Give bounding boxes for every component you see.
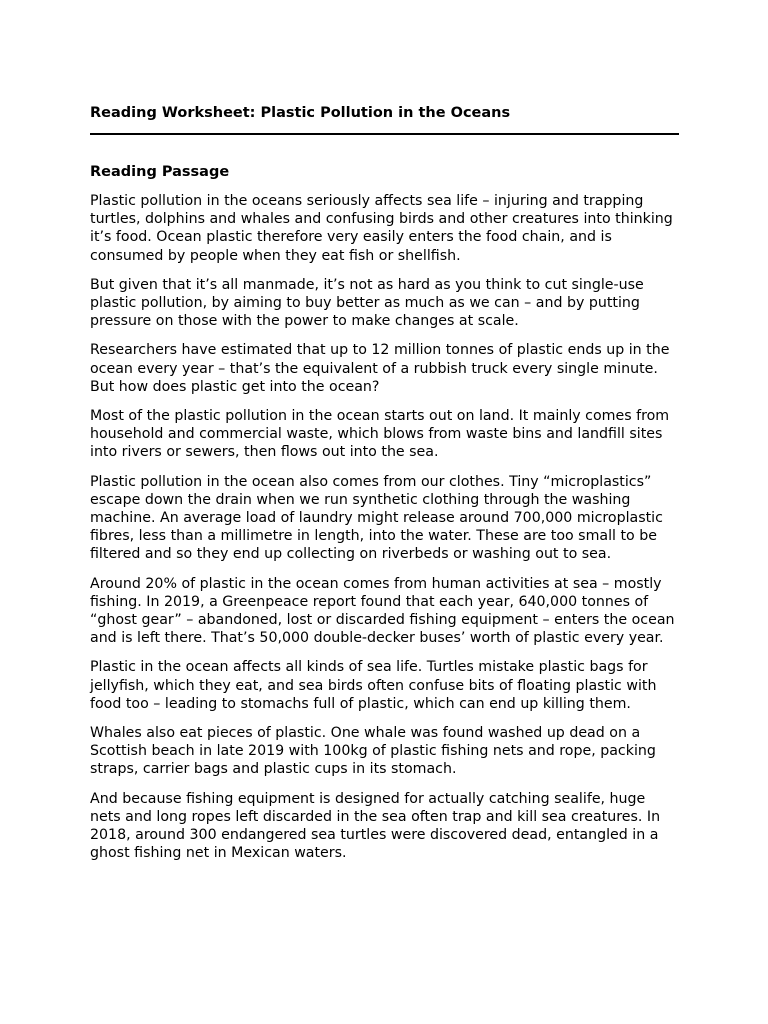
- passage-paragraph: Most of the plastic pollution in the ocean starts out on land. It mainly comes from household and commercial waste, which blows from waste bins and landfill sites into rivers or sewers, then flows out into the sea.: [90, 408, 670, 461]
- passage-paragraph: Plastic in the ocean affects all kinds of sea life. Turtles mistake plastic bags for jellyfish, which they eat, and sea birds often confuse bits of floating plastic with food too – leading to stomachs full of plastic, which can end up killing them.: [90, 659, 657, 712]
- reading-passage: [90, 192, 680, 863]
- passage-paragraph: Around 20% of plastic in the ocean comes from human activities at sea – mostly fishing. In 2019, a Greenpeace report found that each year, 640,000 tonnes of “ghost gear” – abandoned, lost or discarded fishing equipment – enters the ocean and is left there. That’s 50,000 double-decker buses’ worth of plastic every year.: [90, 575, 675, 647]
- title-divider: [90, 133, 679, 135]
- passage-paragraph: Researchers have estimated that up to 12 million tonnes of plastic ends up in the ocean every year – that’s the equivalent of a rubbish truck every single minute. But how does plastic get into the ocean?: [90, 342, 670, 395]
- passage-paragraph: And because fishing equipment is designed for actually catching sealife, huge nets and long ropes left discarded in the sea often trap and kill sea creatures. In 2018, around 300 endangered sea turtles were discovered dead, entangled in a ghost fishing net in Mexican waters.: [90, 790, 661, 862]
- passage-paragraph: Whales also eat pieces of plastic. One whale was found washed up dead on a Scottish beach in late 2019 with 100kg of plastic fishing nets and rope, packing straps, carrier bags and plastic cups in its stomach.: [90, 725, 656, 778]
- passage-paragraph: Plastic pollution in the ocean also comes from our clothes. Tiny “microplastics” escape down the drain when we run synthetic clothing through the washing machine. An average load of laundry might release around 700,000 microplastic fibres, less than a millimetre in length, into the water. These are too small to be filtered and so they end up collecting on riverbeds or washing out to sea.: [90, 473, 663, 563]
- passage-paragraph: Plastic pollution in the oceans seriously affects sea life – injuring and trapping turtles, dolphins and whales and confusing birds and other creatures into thinking it’s food. Ocean plastic therefore very easily enters the food chain, and is consumed by people when they eat fish or shellfish.: [90, 193, 673, 264]
- worksheet-page: [90, 102, 680, 874]
- page-title: Reading Worksheet: Plastic Pollution in the Oceans: [90, 105, 511, 121]
- section-heading: Reading Passage: [90, 164, 230, 180]
- passage-paragraph: But given that it’s all manmade, it’s not as hard as you think to cut single-use plastic pollution, by aiming to buy better as much as we can – and by putting pressure on those with the power to make changes at scale.: [90, 276, 644, 330]
